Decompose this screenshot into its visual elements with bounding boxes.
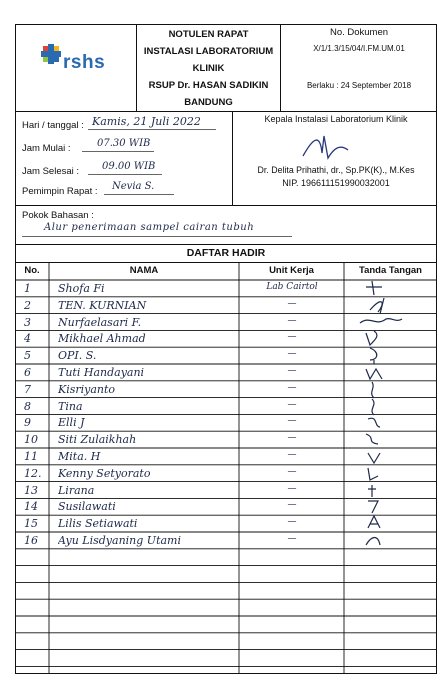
- row-number: 12.: [24, 466, 42, 480]
- row-number: 10: [24, 433, 38, 447]
- attendee-unit: —: [287, 466, 297, 477]
- title-line-1: NOTULEN RAPAT: [168, 29, 249, 40]
- attendee-unit: —: [287, 298, 297, 309]
- attendee-unit: —: [287, 534, 297, 544]
- table-top-line: [15, 262, 437, 263]
- row-number: 1: [24, 282, 31, 295]
- title-line-3: KLINIK: [192, 63, 225, 74]
- row-number: 5: [24, 349, 31, 363]
- row-number: 4: [24, 332, 31, 346]
- start-label: Jam Mulai :: [22, 143, 71, 154]
- attendee-unit: —: [287, 517, 297, 528]
- attendee-name: Tuti Handayani: [58, 366, 145, 379]
- row-number: 3: [24, 315, 31, 329]
- title-line-4: RSUP Dr. HASAN SADIKIN: [148, 80, 269, 91]
- attendee-unit: —: [287, 416, 297, 427]
- attendee-name: Nurfaelasari F.: [58, 315, 142, 329]
- date-label: Hari / tanggal :: [22, 120, 84, 131]
- effective-date: Berlaku : 24 September 2018: [306, 81, 412, 90]
- col-header-signature: Tanda Tangan: [359, 265, 422, 276]
- attendee-name: Siti Zulaikhah: [58, 433, 137, 447]
- row-number: 9: [24, 416, 31, 430]
- attendee-name: OPI. S.: [58, 349, 97, 363]
- attendee-name: Mikhael Ahmad: [58, 332, 146, 346]
- topic-bottom-line: [15, 244, 437, 245]
- attendee-name: Shofa Fi: [58, 282, 105, 295]
- attendee-name: Lilis Setiawati: [58, 517, 138, 531]
- attendee-signature: [352, 531, 412, 551]
- col-header-name: NAMA: [129, 265, 159, 276]
- attendee-name: Tina: [58, 399, 83, 413]
- topic-label: Pokok Bahasan :: [22, 210, 94, 221]
- attendance-title: DAFTAR HADIR: [186, 247, 266, 259]
- head-name: Dr. Delita Prihathi, dr., Sp.PK(K)., M.Kes: [257, 165, 415, 175]
- row-number: 13: [24, 483, 38, 497]
- col-header-no: No.: [24, 265, 40, 276]
- attendee-name: Kisriyanto: [58, 382, 116, 396]
- date-underline: [88, 129, 216, 130]
- col-header-unit: Unit Kerja: [269, 265, 314, 276]
- head-nip: NIP. 196611151990032001: [282, 178, 390, 188]
- attendee-unit: —: [287, 332, 297, 343]
- end-value: 09.00 WIB: [102, 161, 156, 172]
- attendee-name: Kenny Setyorato: [58, 466, 151, 480]
- leader-label: Pemimpin Rapat :: [22, 186, 98, 197]
- attendee-unit: —: [287, 315, 297, 326]
- topic-underline: [22, 236, 292, 237]
- attendee-unit: —: [287, 382, 297, 393]
- logo-text: rshs: [63, 52, 106, 73]
- attendee-unit: —: [287, 483, 297, 494]
- row-number: 16: [24, 534, 38, 547]
- attendee-name: Lirana: [58, 483, 95, 497]
- attendee-name: Mita. H: [58, 450, 101, 463]
- row-number: 8: [24, 399, 31, 413]
- title-line-2: INSTALASI LABORATORIUM: [143, 46, 274, 57]
- header-bottom-line: [15, 111, 437, 112]
- attendee-name: Ayu Lisdyaning Utami: [58, 534, 181, 547]
- row-number: 15: [24, 517, 38, 531]
- row-number: 7: [24, 382, 31, 396]
- row-number: 2: [24, 298, 31, 312]
- attendee-unit: —: [287, 399, 297, 410]
- attendee-name: Susilawati: [58, 500, 116, 514]
- doc-number-label: No. Dokumen: [329, 27, 389, 38]
- attendee-unit: —: [287, 349, 297, 360]
- start-underline: [82, 151, 154, 152]
- date-value: Kamis, 21 Juli 2022: [92, 115, 201, 128]
- attendee-name: TEN. KURNIAN: [58, 298, 147, 312]
- start-value: 07.30 WIB: [97, 138, 151, 149]
- info-bottom-line: [15, 205, 437, 206]
- info-divider: [232, 111, 233, 205]
- attendee-unit: —: [287, 366, 297, 376]
- leader-underline: [104, 194, 174, 195]
- row-number: 6: [24, 366, 31, 379]
- doc-number: X/1/1.3/15/04/I.FM.UM.01: [313, 44, 405, 53]
- document-title: [137, 26, 280, 111]
- attendee-unit: —: [287, 500, 297, 511]
- end-label: Jam Selesai :: [22, 166, 80, 177]
- attendee-unit: —: [287, 450, 297, 460]
- title-line-5: BANDUNG: [184, 97, 233, 108]
- rshs-logo: [38, 42, 118, 82]
- attendee-name: Elli J: [58, 416, 85, 430]
- row-number: 11: [24, 450, 38, 463]
- row-number: 14: [24, 500, 38, 514]
- head-title: Kepala Instalasi Laboratorium Klinik: [264, 114, 408, 124]
- attendee-unit: Lab Cairtol: [266, 282, 318, 292]
- topic-value: Alur penerimaan sampel cairan tubuh: [44, 222, 255, 233]
- leader-value: Nevia S.: [112, 181, 155, 192]
- end-underline: [88, 174, 162, 175]
- attendee-unit: —: [287, 433, 297, 444]
